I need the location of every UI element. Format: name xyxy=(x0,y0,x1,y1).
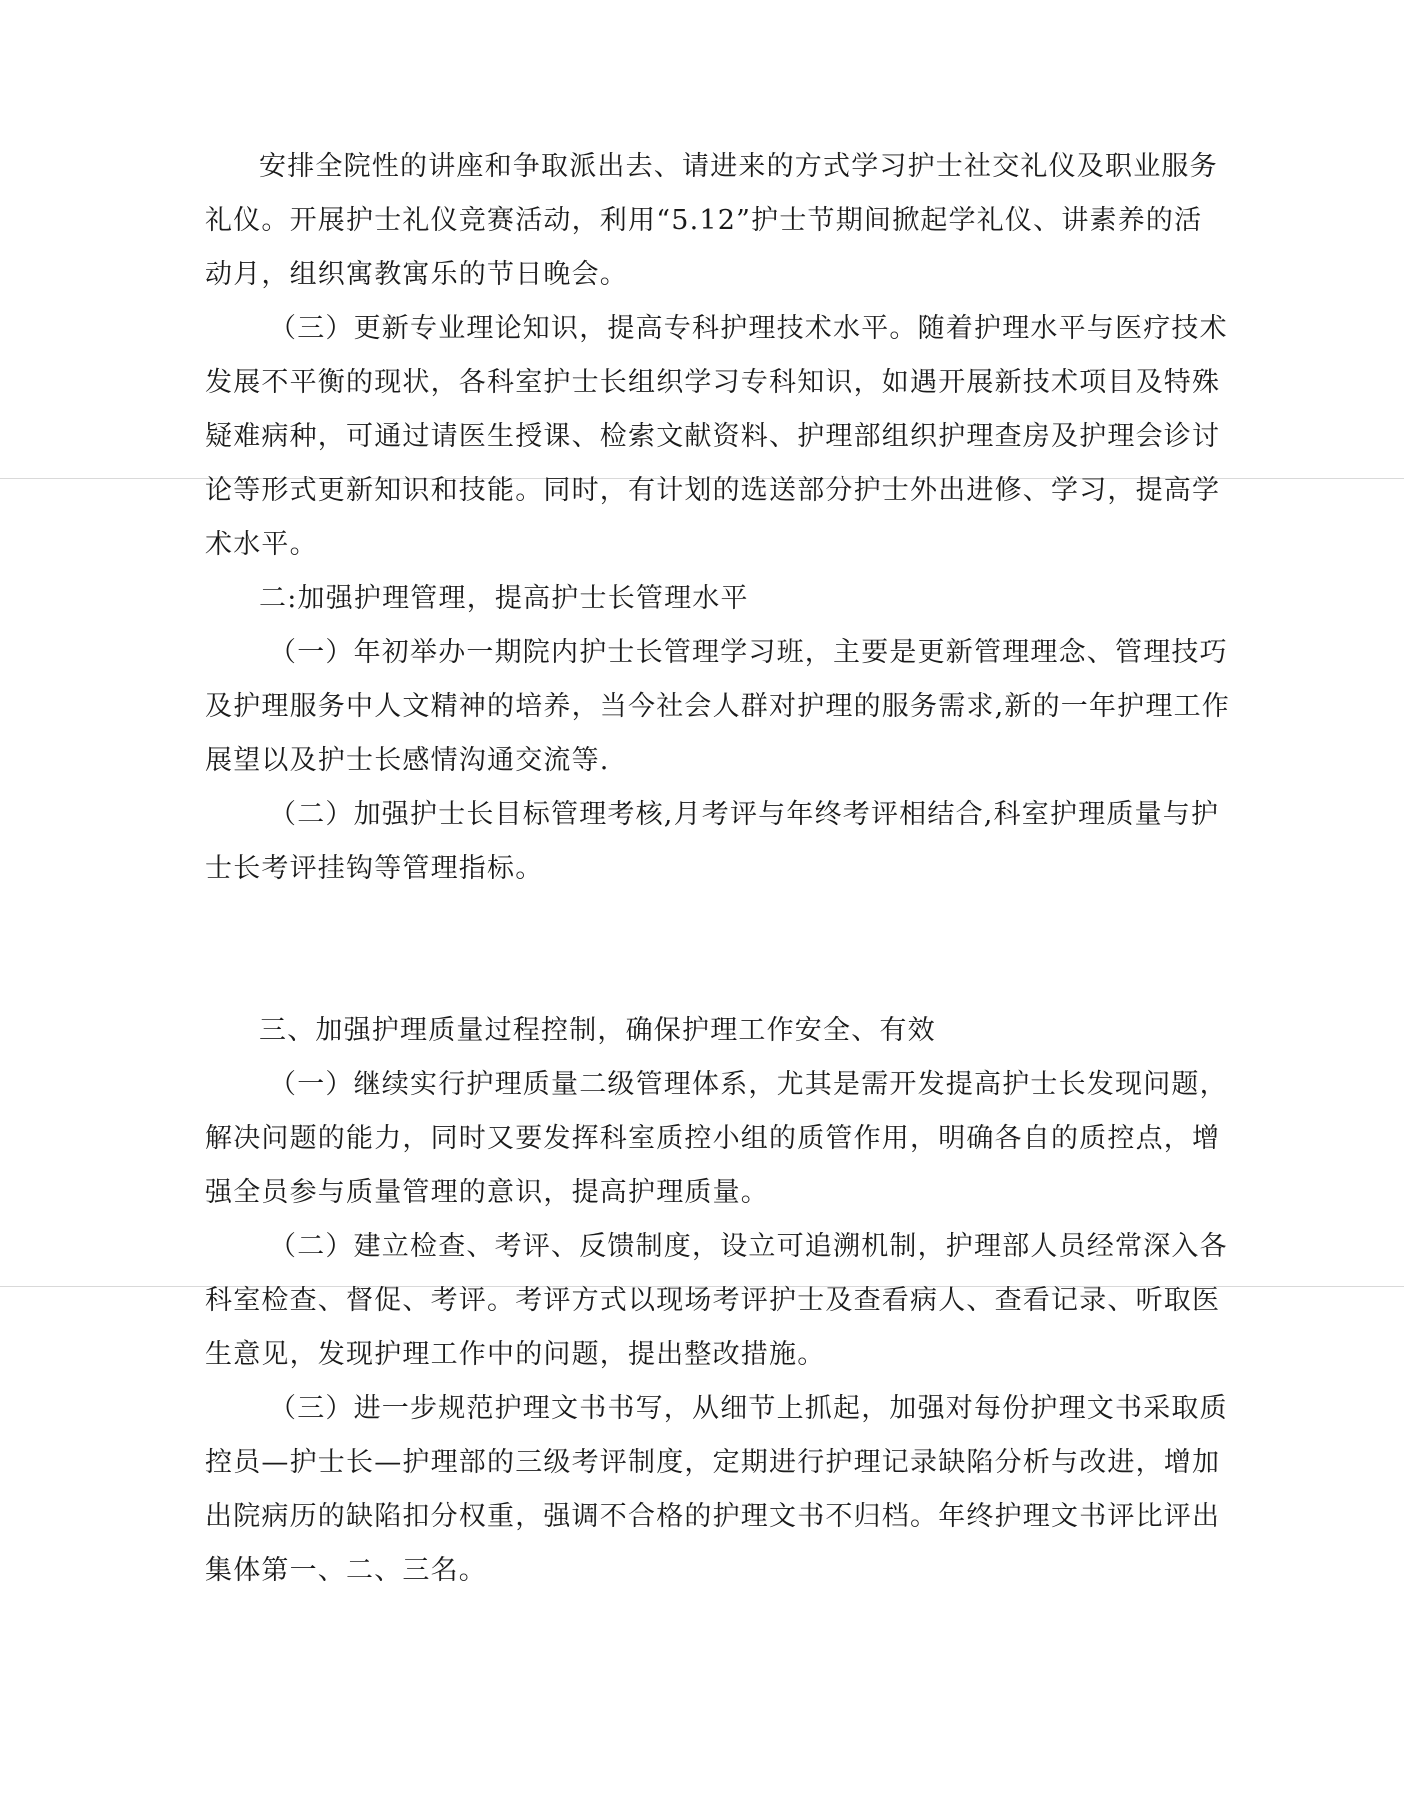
document-body xyxy=(205,140,1230,1598)
text-line: 发展不平衡的现状，各科室护士长组织学习专科知识，如遇开展新技术项目及特殊 xyxy=(205,367,1221,398)
text-line: 安排全院性的讲座和争取派出去、请进来的方式学习护士社交礼仪及职业服务 xyxy=(259,151,1218,182)
text-line: 二:加强护理管理，提高护士长管理水平 xyxy=(259,583,749,614)
text-line: 疑难病种，可通过请医生授课、检索文献资料、护理部组织护理查房及护理会诊讨 xyxy=(205,421,1221,452)
section-heading xyxy=(205,572,1195,626)
text-line: 术水平。 xyxy=(205,529,318,560)
text-line: （一）年初举办一期院内护士长管理学习班，主要是更新管理理念、管理技巧 xyxy=(269,637,1228,668)
paragraph xyxy=(205,1058,1228,1220)
paragraph xyxy=(205,626,1230,788)
paragraph xyxy=(205,1220,1228,1382)
text-line: 展望以及护士长感情沟通交流等. xyxy=(205,745,610,776)
text-line: 论等形式更新知识和技能。同时，有计划的选送部分护士外出进修、学习，提高学 xyxy=(205,475,1221,506)
text-line: 士长考评挂钩等管理指标。 xyxy=(205,853,544,884)
text-line: 集体第一、二、三名。 xyxy=(205,1555,487,1586)
text-line: 解决问题的能力，同时又要发挥科室质控小组的质管作用，明确各自的质控点，增 xyxy=(205,1123,1221,1154)
text-line: 动月，组织寓教寓乐的节日晚会。 xyxy=(205,259,628,290)
text-line: 及护理服务中人文精神的培养，当今社会人群对护理的服务需求,新的一年护理工作 xyxy=(205,691,1230,722)
text-line: （三）进一步规范护理文书书写，从细节上抓起，加强对每份护理文书采取质 xyxy=(269,1393,1228,1424)
text-line: 控员—护士长—护理部的三级考评制度，定期进行护理记录缺陷分析与改进，增加 xyxy=(205,1447,1221,1478)
section-heading xyxy=(205,1004,1195,1058)
text-line: （一）继续实行护理质量二级管理体系，尤其是需开发提高护士长发现问题， xyxy=(269,1069,1228,1100)
text-line: 生意见，发现护理工作中的问题，提出整改措施。 xyxy=(205,1339,826,1370)
text-line: 三、加强护理质量过程控制，确保护理工作安全、有效 xyxy=(259,1015,936,1046)
text-line: 礼仪。开展护士礼仪竞赛活动，利用“5.12”护士节期间掀起学礼仪、讲素养的活 xyxy=(205,205,1203,236)
text-line: （二）建立检查、考评、反馈制度，设立可追溯机制，护理部人员经常深入各 xyxy=(269,1231,1228,1262)
paragraph xyxy=(205,1382,1228,1598)
text-line: 科室检查、督促、考评。考评方式以现场考评护士及查看病人、查看记录、听取医 xyxy=(205,1285,1221,1316)
text-line: （二）加强护士长目标管理考核,月考评与年终考评相结合,科室护理质量与护 xyxy=(269,799,1220,830)
text-line: 强全员参与质量管理的意识，提高护理质量。 xyxy=(205,1177,769,1208)
text-line: 出院病历的缺陷扣分权重，强调不合格的护理文书不归档。年终护理文书评比评出 xyxy=(205,1501,1221,1532)
paragraph xyxy=(205,788,1220,896)
paragraph xyxy=(205,302,1228,572)
section-spacer xyxy=(205,896,1195,1004)
paragraph xyxy=(205,140,1218,302)
text-line: （三）更新专业理论知识，提高专科护理技术水平。随着护理水平与医疗技术 xyxy=(269,313,1228,344)
